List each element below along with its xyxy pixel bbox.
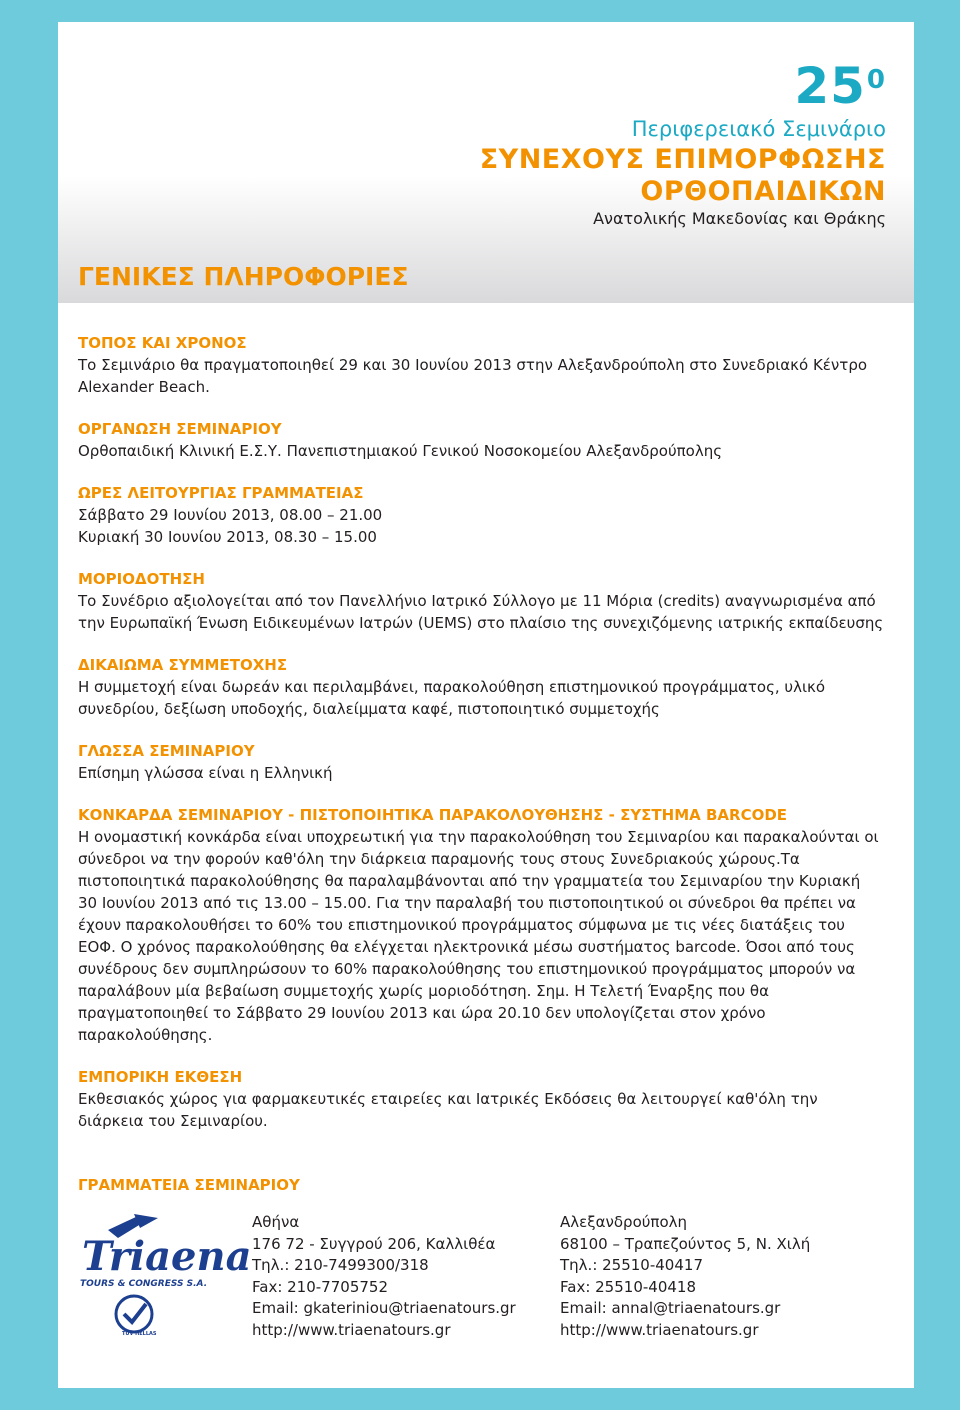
general-info-heading: ΓΕΝΙΚΕΣ ΠΛΗΡΟΦΟΡΙΕΣ [78,262,409,291]
section-organization [78,418,884,462]
section-text: Επίσημη γλώσσα είναι η Ελληνική [78,764,333,782]
section-heading: ΩΡΕΣ ΛΕΙΤΟΥΡΓΙΑΣ ΓΡΑΜΜΑΤΕΙΑΣ [78,484,364,502]
seminar-region: Ανατολικής Μακεδονίας και Θράκης [593,209,886,228]
logo-wordmark: Triaena [82,1233,252,1280]
seminar-header [479,57,886,230]
section-heading: ΚΟΝΚΑΡΔΑ ΣΕΜΙΝΑΡΙΟΥ - ΠΙΣΤΟΠΟΙΗΤΙΚΑ ΠΑΡΑΚΟΛΟΥΘΗΣΗΣ - ΣΥΣΤΗΜΑ BARCODE [78,806,788,824]
section-heading: ΟΡΓΑΝΩΣΗ ΣΕΜΙΝΑΡΙΟΥ [78,420,282,438]
athens-street: 176 72 - Συγγρού 206, Καλλιθέα [252,1234,496,1253]
seminar-title-line2: ΟΡΘΟΠΑΙΔΙΚΩΝ [640,176,886,207]
alexandroupoli-email: Email: annal@triaenatours.gr [560,1299,781,1317]
athens-fax: Fax: 210-7705752 [252,1277,388,1296]
section-exhibition [78,1066,884,1132]
section-badge-certificates [78,804,884,1046]
page-border-top [0,0,960,22]
section-text: Το Συνέδριο αξιολογείται από τον Πανελλήνιο Ιατρικό Σύλλογο με 11 Μόρια (credits) αναγνωρισμένα από την Ευρωπαϊκή Ένωση Ειδικευμένων Ιατρών (UEMS) στο πλαίσιο της συνεχιζόμενης ιατρικής εκπαίδευσης [78,592,884,632]
section-text: Η συμμετοχή είναι δωρεάν και περιλαμβάνει, παρακολούθηση επιστημονικού προγράμματος, υλικό συνεδρίου, δεξίωση υποδοχής, διαλείμματα καφέ, πιστοποιητικό συμμετοχής [78,678,826,718]
alexandroupoli-address [560,1212,810,1341]
athens-phone: Τηλ.: 210-7499300/318 [252,1256,429,1274]
section-text: Εκθεσιακός χώρος για φαρμακευτικές εταιρείες και Ιατρικές Εκδόσεις θα λειτουργεί καθ'όλη την διάρκεια του Σεμιναρίου. [78,1090,818,1130]
logo-tagline: TOURS & CONGRESS S.A. [80,1279,208,1289]
athens-email: Email: gkateriniou@triaenatours.gr [252,1299,516,1317]
edition-superscript: 0 [866,65,886,95]
section-secretariat-hours [78,482,884,548]
section-heading: ΕΜΠΟΡΙΚΗ ΕΚΘΕΣΗ [78,1068,243,1086]
athens-city: Αθήνα [252,1213,300,1231]
section-text: Κυριακή 30 Ιουνίου 2013, 08.30 – 15.00 [78,528,377,546]
section-heading: ΜΟΡΙΟΔΟΤΗΣΗ [78,570,205,588]
section-participation [78,654,884,720]
page-border-left [0,0,58,1410]
info-sections [78,332,884,1152]
athens-address [252,1212,516,1341]
alexandroupoli-phone: Τηλ.: 25510-40417 [560,1256,703,1274]
alexandroupoli-city: Αλεξανδρούπολη [560,1213,688,1231]
section-heading: ΤΟΠΟΣ ΚΑΙ ΧΡΟΝΟΣ [78,334,247,352]
section-text: Η ονομαστική κονκάρδα είναι υποχρεωτική για την παρακολούθηση του Σεμιναρίου και παρακαλούνται οι σύνεδροι να την φορούν καθ'όλη την διάρκεια παραμονής τους στους Συνεδριακούς χώρους.Τα πιστοποιητικά παρακολούθησης θα παραλαμβάνονται από την γραμματεία του Σεμιναρίου την Κυριακή 30 Ιουνίου 2013 από τις 13.00 – 15.00. Για την παραλαβή του πιστοποιητικού οι σύνεδροι θα πρέπει να έχουν παρακολουθήσει το 60% του επιστημονικού προγράμματος σύμφωνα με τις νέες διατάξεις του ΕΟΦ. Ο χρόνος παρακολούθησης θα ελέγχεται ηλεκτρονικά μέσω συστήματος barcode. Όσοι από τους συνέδρους δεν συμπληρώσουν το 60% παρακολούθησης του επιστημονικού προγράμματος μπορούν να παραλάβουν μία βεβαίωση συμμετοχής χωρίς μοριοδότηση. Σημ. Η Τελετή Έναρξης που θα πραγματοποιηθεί το Σάββατο 29 Ιουνίου 2013 και ώρα 20.10 δεν υπολογίζεται στον χρόνο παρακολούθησης. [78,828,879,1044]
seminar-title-line1: ΣΥΝΕΧΟΥΣ ΕΠΙΜΟΡΦΩΣΗΣ [479,144,886,175]
section-heading: ΔΙΚΑΙΩΜΑ ΣΥΜΜΕΤΟΧΗΣ [78,656,288,674]
triaena-logo [78,1210,252,1337]
section-language [78,740,884,784]
secretariat-block [78,1174,884,1354]
checkmark-icon [124,1304,146,1322]
alexandroupoli-website: http://www.triaenatours.gr [560,1320,759,1339]
athens-website: http://www.triaenatours.gr [252,1320,451,1339]
alexandroupoli-fax: Fax: 25510-40418 [560,1277,696,1296]
edition-number: $25^0$ [794,57,886,115]
section-venue-date [78,332,884,398]
tuv-badge-icon [116,1296,152,1332]
regional-seminar-label: Περιφερειακό Σεμινάριο [631,117,886,141]
tuv-badge-label: TÜV HELLAS [122,1331,157,1337]
page-border-right [914,0,960,1410]
section-text: Σάββατο 29 Ιουνίου 2013, 08.00 – 21.00 [78,506,383,524]
section-text: Το Σεμινάριο θα πραγματοποιηθεί 29 και 30 Ιουνίου 2013 στην Αλεξανδρούπολη στο Συνεδριακό Κέντρο Alexander Beach. [78,356,868,396]
alexandroupoli-street: 68100 – Τραπεζούντος 5, Ν. Χιλή [560,1234,811,1253]
section-credits [78,568,884,634]
page-border-bottom [0,1388,960,1410]
secretariat-heading: ΓΡΑΜΜΑΤΕΙΑ ΣΕΜΙΝΑΡΙΟΥ [78,1176,300,1194]
section-heading: ΓΛΩΣΣΑ ΣΕΜΙΝΑΡΙΟΥ [78,742,255,760]
section-text: Ορθοπαιδική Κλινική Ε.Σ.Υ. Πανεπιστημιακού Γενικού Νοσοκομείου Αλεξανδρούπολης [78,442,723,460]
